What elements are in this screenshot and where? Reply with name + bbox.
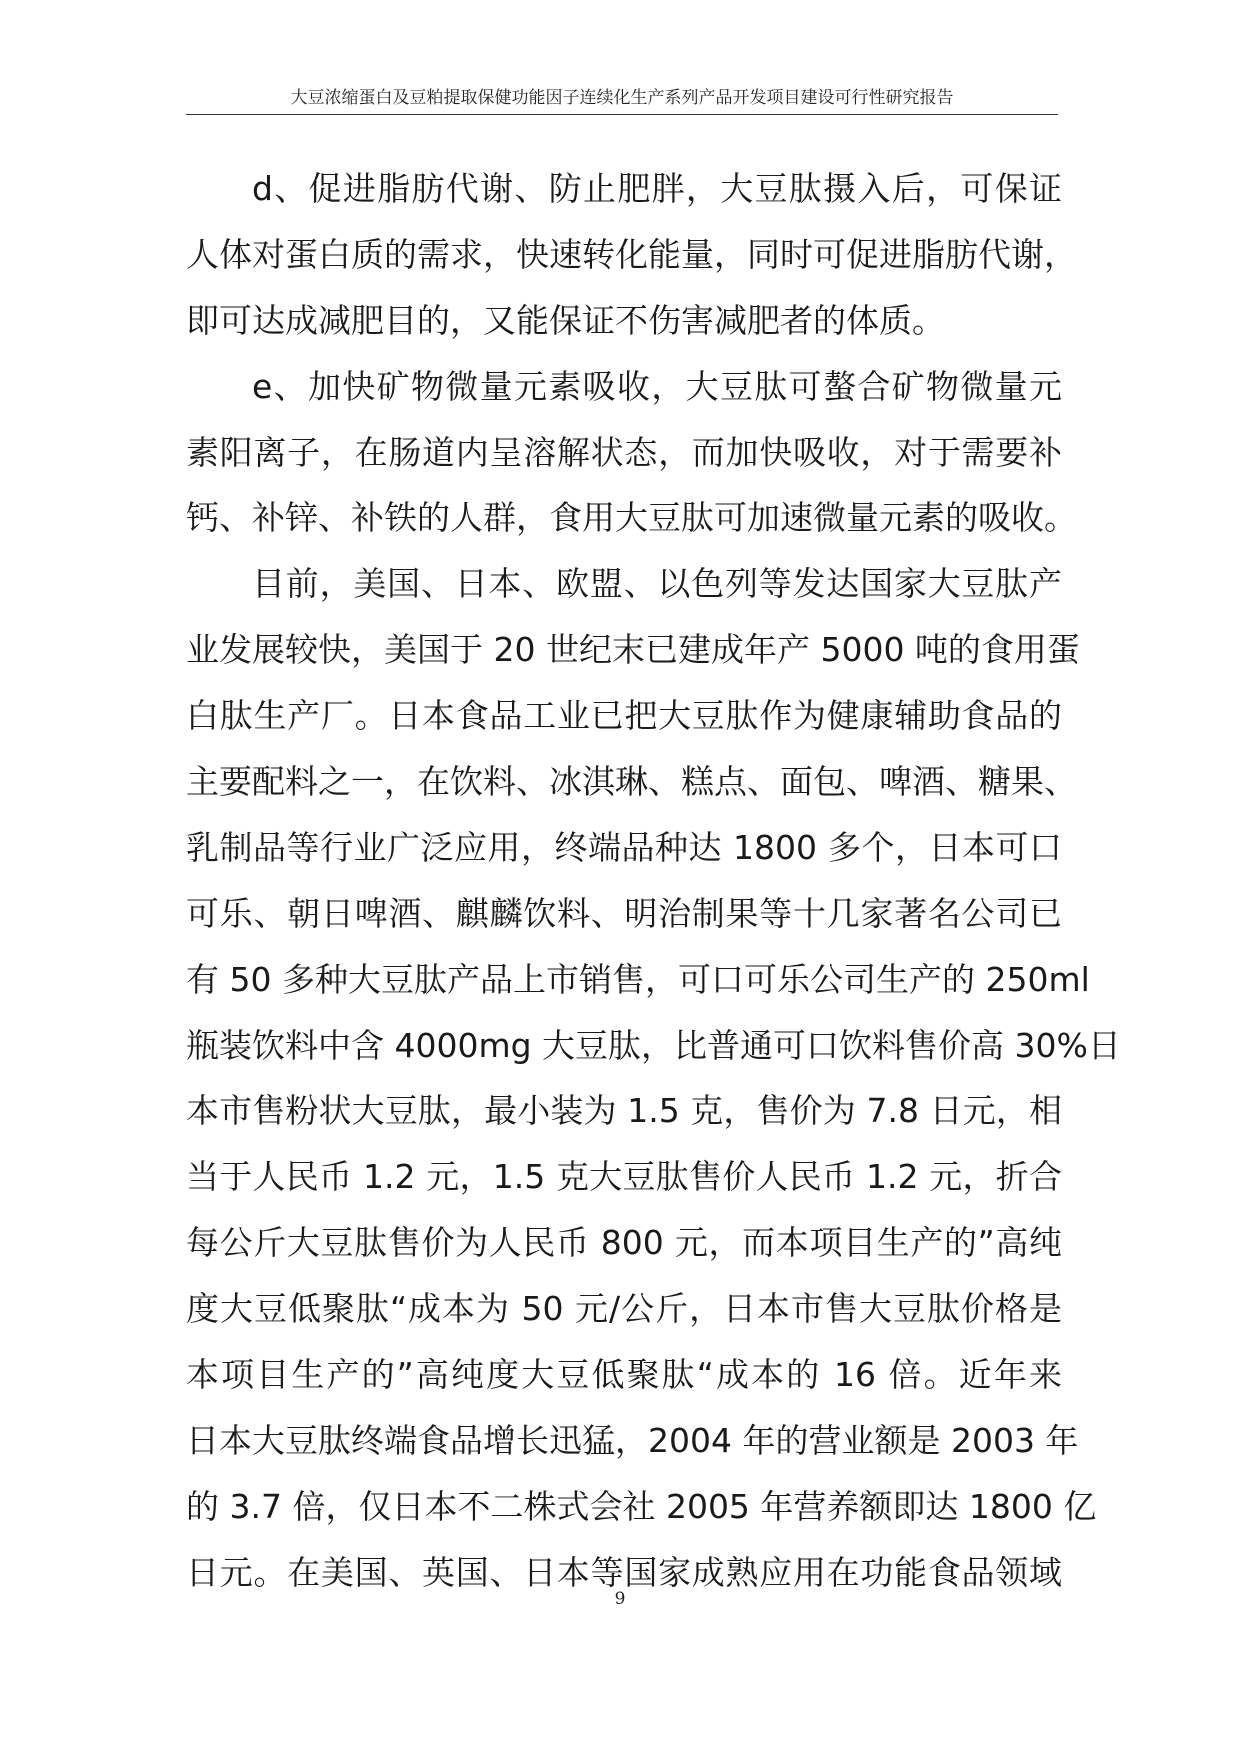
- paragraph-3-line-16: 日元。在美国、英国、日本等国家成熟应用在功能食品领域: [186, 1552, 1062, 1592]
- paragraph-3-line-7: 有 50 多种大豆肽产品上市销售，可口可乐公司生产的 250ml: [186, 959, 1090, 999]
- paragraph-3-line-14: 日本大豆肽终端食品增长迅猛，2004 年的营业额是 2003 年: [186, 1420, 1079, 1460]
- page-number: 9: [614, 1589, 626, 1609]
- paragraph-3-line-13: 本项目生产的”高纯度大豆低聚肽“成本的 16 倍。近年来: [186, 1355, 1062, 1395]
- paragraph-1-line-1: d、促进脂肪代谢、防止肥胖，大豆肽摄入后，可保证: [252, 169, 1062, 208]
- document-body: [186, 156, 1121, 1606]
- paragraph-3-line-2: 业发展较快，美国于 20 世纪末已建成年产 5000 吨的食用蛋: [186, 630, 1080, 670]
- paragraph-3-line-1: 目前，美国、日本、欧盟、以色列等发达国家大豆肽产: [252, 564, 1062, 604]
- paragraph-1-line-3: 即可达成减肥目的，又能保证不伤害减肥者的体质。: [186, 300, 945, 340]
- running-header: 大豆浓缩蛋白及豆粕提取保健功能因子连续化生产系列产品开发项目建设可行性研究报告: [290, 88, 954, 108]
- paragraph-2-line-2: 素阳离子，在肠道内呈溶解状态，而加快吸收，对于需要补: [186, 432, 1062, 472]
- paragraph-3-line-9: 本市售粉状大豆肽，最小装为 1.5 克，售价为 7.8 日元，相: [186, 1091, 1062, 1131]
- paragraph-3-line-5: 乳制品等行业广泛应用，终端品种达 1800 多个，日本可口: [186, 827, 1062, 867]
- paragraph-2-line-3: 钙、补锌、补铁的人群，食用大豆肽可加速微量元素的吸收。: [186, 498, 1077, 538]
- paragraph-3-line-11: 每公斤大豆肽售价为人民币 800 元，而本项目生产的”高纯: [186, 1223, 1063, 1263]
- paragraph-3-line-15: 的 3.7 倍，仅日本不二株式会社 2005 年营养额即达 1800 亿: [186, 1486, 1097, 1526]
- paragraph-3-line-12: 度大豆低聚肽“成本为 50 元/公斤，日本市售大豆肽价格是: [186, 1289, 1062, 1329]
- paragraph-3-line-6: 可乐、朝日啤酒、麒麟饮料、明治制果等十几家著名公司已: [186, 893, 1062, 933]
- header-divider: [186, 114, 1058, 115]
- paragraph-3-line-8: 瓶装饮料中含 4000mg 大豆肽，比普通可口饮料售价高 30%日: [186, 1025, 1121, 1065]
- paragraph-3-line-10: 当于人民币 1.2 元，1.5 克大豆肽售价人民币 1.2 元，折合: [186, 1157, 1062, 1197]
- paragraph-1-line-2: 人体对蛋白质的需求，快速转化能量，同时可促进脂肪代谢，: [186, 234, 1077, 274]
- paragraph-3-line-4: 主要配料之一，在饮料、冰淇琳、糕点、面包、啤酒、糖果、: [186, 762, 1077, 802]
- paragraph-2-line-1: e、加快矿物微量元素吸收，大豆肽可螯合矿物微量元: [252, 366, 1062, 406]
- paragraph-3-line-3: 白肽生产厂。日本食品工业已把大豆肽作为健康辅助食品的: [186, 696, 1062, 736]
